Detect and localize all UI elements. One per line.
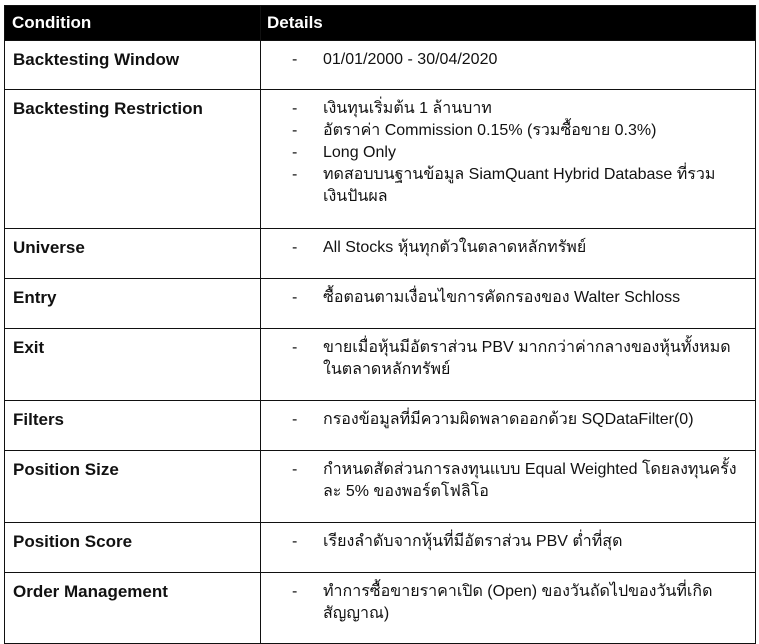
list-item: [261, 120, 747, 142]
list-item: [261, 237, 747, 259]
row-label: Entry: [5, 279, 261, 329]
item-text: ทดสอบบนฐานข้อมูล SiamQuant Hybrid Database ที่รวมเงินปันผล: [323, 166, 716, 205]
row-details: [261, 229, 756, 279]
row-details: [261, 401, 756, 451]
item-text: ซื้อตอนตามเงื่อนไขการคัดกรองของ Walter Schloss: [323, 289, 681, 306]
item-text: All Stocks หุ้นทุกตัวในตลาดหลักทรัพย์: [323, 239, 587, 256]
item-text: ทำการซื้อขายราคาเปิด (Open) ของวันถัดไปของวันที่เกิดสัญญาณ): [323, 583, 713, 622]
table-row: [5, 523, 756, 573]
list-item: [261, 581, 747, 625]
row-label: Position Size: [5, 451, 261, 523]
conditions-table: [4, 5, 756, 644]
row-label: Backtesting Window: [5, 41, 261, 90]
bullet-dash: -: [292, 289, 298, 306]
list-item: [261, 287, 747, 309]
item-text: 01/01/2000 - 30/04/2020: [323, 51, 498, 68]
row-label: Universe: [5, 229, 261, 279]
table-header-row: [5, 6, 756, 41]
row-label: Filters: [5, 401, 261, 451]
bullet-dash: -: [292, 583, 298, 600]
item-text: Long Only: [323, 144, 396, 161]
row-label: Position Score: [5, 523, 261, 573]
item-text: เงินทุนเริ่มต้น 1 ล้านบาท: [323, 100, 492, 117]
table-row: [5, 279, 756, 329]
header-details: Details: [261, 6, 756, 41]
item-text: กำหนดสัดส่วนการลงทุนแบบ Equal Weighted โดยลงทุนครั้งละ 5% ของพอร์ตโฟลิโอ: [323, 461, 737, 500]
item-text: ขายเมื่อหุ้นมีอัตราส่วน PBV มากกว่าค่ากลางของหุ้นทั้งหมดในตลาดหลักทรัพย์: [323, 339, 731, 378]
item-text: เรียงลำดับจากหุ้นที่มีอัตราส่วน PBV ต่ำที่สุด: [323, 533, 623, 550]
row-details: [261, 279, 756, 329]
list-item: [261, 459, 747, 503]
list-item: [261, 164, 747, 208]
bullet-dash: -: [292, 239, 298, 256]
row-details: [261, 329, 756, 401]
row-label: Exit: [5, 329, 261, 401]
item-text: กรองข้อมูลที่มีความผิดพลาดออกด้วย SQDataFilter(0): [323, 411, 694, 428]
row-details: [261, 90, 756, 229]
bullet-dash: -: [292, 144, 298, 161]
conditions-table-container: [4, 5, 755, 644]
table-row: [5, 329, 756, 401]
list-item: [261, 337, 747, 381]
row-label: Backtesting Restriction: [5, 90, 261, 229]
table-row: [5, 401, 756, 451]
list-item: [261, 49, 747, 71]
list-item: [261, 409, 747, 431]
bullet-dash: -: [292, 411, 298, 428]
header-condition: Condition: [5, 6, 261, 41]
list-item: [261, 142, 747, 164]
table-row: [5, 573, 756, 644]
bullet-dash: -: [292, 533, 298, 550]
bullet-dash: -: [292, 51, 298, 68]
list-item: [261, 98, 747, 120]
row-details: [261, 451, 756, 523]
table-row: [5, 229, 756, 279]
row-details: [261, 573, 756, 644]
row-details: [261, 523, 756, 573]
bullet-dash: -: [292, 166, 298, 183]
table-row: [5, 41, 756, 90]
bullet-dash: -: [292, 100, 298, 117]
list-item: [261, 531, 747, 553]
table-row: [5, 90, 756, 229]
item-text: อัตราค่า Commission 0.15% (รวมซื้อขาย 0.3%): [323, 122, 657, 139]
row-details: [261, 41, 756, 90]
bullet-dash: -: [292, 461, 298, 478]
bullet-dash: -: [292, 339, 298, 356]
row-label: Order Management: [5, 573, 261, 644]
table-row: [5, 451, 756, 523]
bullet-dash: -: [292, 122, 298, 139]
